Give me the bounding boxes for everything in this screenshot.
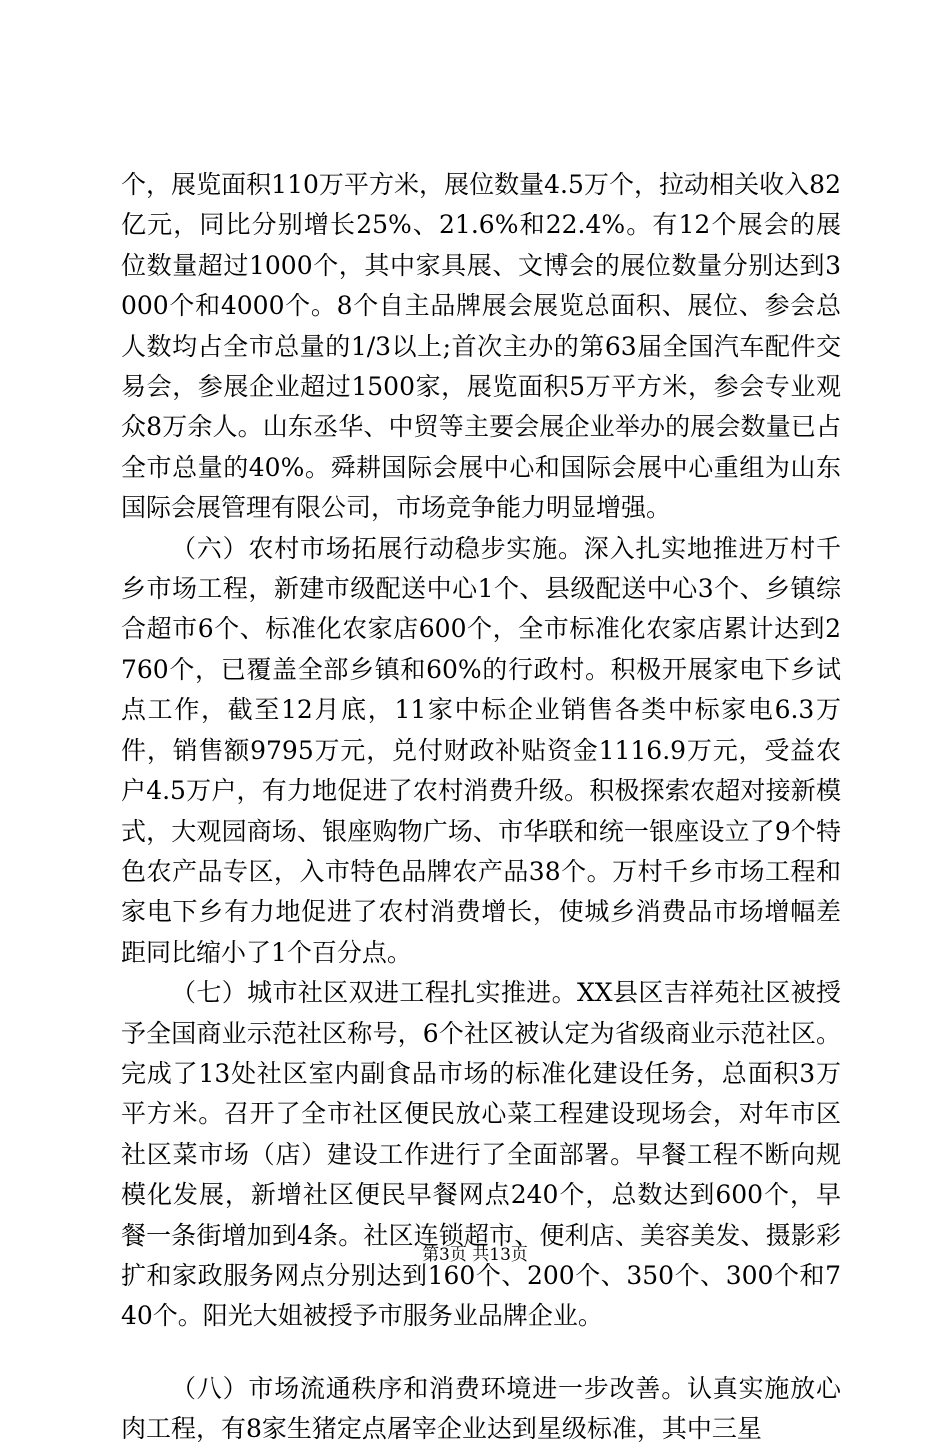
paragraph-rural-market: （六）农村市场拓展行动稳步实施。深入扎实地推进万村千乡市场工程，新建市级配送中心1个、县级配送中心3个、乡镇综合超市6个、标准化农家店600个，全市标准化农家店累计达到2760个，已覆盖全部乡镇和60%的行政村。积极开展家电下乡试点工作，截至12月底，11家中标企业销售各类中标家电6.3万件，销售额9795万元，兑付财政补贴资金1116.9万元，受益农户4.5万户，有力地促进了农村消费升级。积极探索农超对接新模式，大观园商场、银座购物广场、市华联和统一银座设立了9个特色农产品专区，入市特色品牌农产品38个。万村千乡市场工程和家电下乡有力地促进了农村消费增长，使城乡消费品市场增幅差距同比缩小了1个百分点。 — [121, 533, 841, 967]
paragraph-exhibition-continuation: 个，展览面积110万平方米，展位数量4.5万个，拉动相关收入82亿元，同比分别增长25%、21.6%和22.4%。有12个展会的展位数量超过1000个，其中家具展、文博会的展位数量分别达到3000个和4000个。8个自主品牌展会展览总面积、展位、参会总人数均占全市总量的1/3以上;首次主办的第63届全国汽车配件交易会，参展企业超过1500家，展览面积5万平方米，参会专业观众8万余人。山东丞华、中贸等主要会展企业举办的展会数量已占全市总量的40%。舜耕国际会展中心和国际会展中心重组为山东国际会展管理有限公司，市场竞争能力明显增强。 — [121, 170, 841, 523]
paragraph-gap — [121, 1337, 841, 1369]
paragraph-community-project: （七）城市社区双进工程扎实推进。XX县区吉祥苑社区被授予全国商业示范社区称号，6个社区被认定为省级商业示范社区。完成了13处社区室内副食品市场的标准化建设任务，总面积3万平方米。召开了全市社区便民放心菜工程建设现场会，对年市区社区菜市场（店）建设工作进行了全面部署。早餐工程不断向规模化发展，新增社区便民早餐网点240个，总数达到600个，早餐一条街增加到4条。社区连锁超市、便利店、美容美发、摄影彩扩和家政服务网点分别达到160个、200个、350个、300个和740个。阳光大姐被授予市服务业品牌企业。 — [121, 978, 841, 1331]
paragraph-market-order: （八）市场流通秩序和消费环境进一步改善。认真实施放心肉工程，有8家生猪定点屠宰企业达到星级标准，其中三星 — [121, 1373, 841, 1444]
page-footer: 第3页 共13页 — [422, 1245, 528, 1265]
